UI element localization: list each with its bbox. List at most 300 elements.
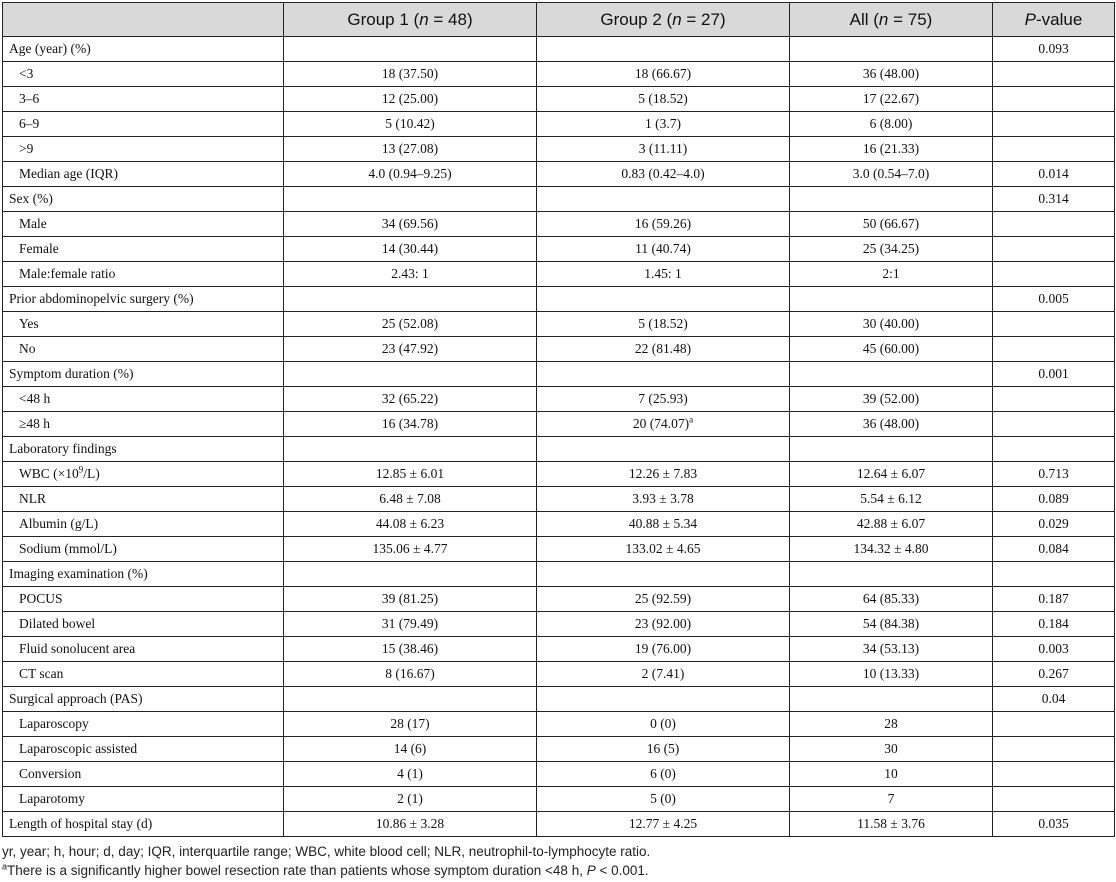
row-label	[3, 512, 284, 537]
table-row	[3, 787, 1115, 812]
cell-all	[790, 237, 993, 262]
cell-all	[790, 212, 993, 237]
cell-all	[790, 787, 993, 812]
cell-p-value	[993, 537, 1115, 562]
cell-all-text: 5.54 ± 6.12	[860, 491, 922, 506]
row-label	[3, 487, 284, 512]
header-p-value	[993, 3, 1115, 37]
table-row	[3, 262, 1115, 287]
cell-group2	[537, 362, 790, 387]
cell-group2	[537, 162, 790, 187]
cell-group2	[537, 187, 790, 212]
cell-group1	[284, 812, 537, 837]
cell-all	[790, 587, 993, 612]
row-label	[3, 87, 284, 112]
cell-p-value-text: 0.029	[1038, 516, 1069, 531]
table-row	[3, 237, 1115, 262]
row-label-text: Laparotomy	[19, 791, 85, 806]
cell-group1-text: 23 (47.92)	[381, 341, 439, 356]
cell-group2-text: 0 (0)	[650, 716, 676, 731]
header-group2	[537, 3, 790, 37]
cell-group2-text: 20 (74.07)	[632, 416, 690, 431]
cell-group1-text: 14 (6)	[393, 741, 427, 756]
cell-group1	[284, 462, 537, 487]
cell-group1-text: 15 (38.46)	[381, 641, 439, 656]
cell-all	[790, 112, 993, 137]
cell-p-value-text: 0.014	[1038, 166, 1069, 181]
cell-group2-text: 0.83 (0.42–4.0)	[621, 166, 705, 181]
cell-group2	[537, 537, 790, 562]
cell-all-text: 54 (84.38)	[862, 616, 920, 631]
cell-group2	[537, 762, 790, 787]
cell-all	[790, 162, 993, 187]
table-row	[3, 437, 1115, 462]
cell-all	[790, 687, 993, 712]
table-row	[3, 512, 1115, 537]
cell-group2-text: 7 (25.93)	[638, 391, 688, 406]
cell-group2	[537, 587, 790, 612]
row-label-text: Female	[19, 241, 59, 256]
cell-p-value	[993, 712, 1115, 737]
cell-group2-text: 16 (5)	[646, 741, 680, 756]
cell-group1-text: 44.08 ± 6.23	[375, 516, 445, 531]
row-label-text: Male	[19, 216, 47, 231]
cell-p-value	[993, 462, 1115, 487]
cell-group1	[284, 487, 537, 512]
row-label-text: Surgical approach (PAS)	[9, 691, 143, 706]
cell-group1	[284, 362, 537, 387]
cell-all	[790, 737, 993, 762]
footnote-a-mark: a	[2, 861, 8, 872]
results-table	[2, 2, 1115, 837]
cell-group1-text: 6.48 ± 7.08	[379, 491, 441, 506]
header-group1-suffix: = 48)	[428, 9, 473, 29]
cell-group1-text: 39 (81.25)	[381, 591, 439, 606]
cell-group1	[284, 287, 537, 312]
cell-group1	[284, 687, 537, 712]
row-label	[3, 562, 284, 587]
cell-group2	[537, 112, 790, 137]
cell-all-text: 64 (85.33)	[862, 591, 920, 606]
cell-p-value	[993, 312, 1115, 337]
row-label	[3, 462, 284, 487]
cell-p-value	[993, 87, 1115, 112]
cell-group2	[537, 337, 790, 362]
row-label-text: NLR	[19, 491, 46, 506]
table-row	[3, 737, 1115, 762]
cell-group2-text: 1.45: 1	[644, 266, 682, 281]
cell-p-value-text: 0.003	[1038, 641, 1069, 656]
row-label-text: CT scan	[19, 666, 64, 681]
cell-all-text: 11.58 ± 3.76	[857, 816, 925, 831]
cell-p-value	[993, 112, 1115, 137]
cell-p-value	[993, 237, 1115, 262]
cell-all	[790, 362, 993, 387]
cell-all-text: 3.0 (0.54–7.0)	[852, 166, 930, 181]
cell-all	[790, 262, 993, 287]
row-label-text: Laparoscopy	[19, 716, 89, 731]
cell-all	[790, 562, 993, 587]
cell-p-value	[993, 187, 1115, 212]
cell-p-value	[993, 412, 1115, 437]
cell-group1	[284, 262, 537, 287]
cell-p-value	[993, 337, 1115, 362]
cell-all-text: 10 (13.33)	[862, 666, 920, 681]
cell-group1	[284, 87, 537, 112]
footnote-a-p: P	[586, 863, 596, 878]
row-label	[3, 587, 284, 612]
cell-all	[790, 762, 993, 787]
row-label-text: Median age (IQR)	[19, 166, 118, 181]
header-all	[790, 3, 993, 37]
cell-p-value-text: 0.001	[1038, 366, 1069, 381]
table-row	[3, 87, 1115, 112]
header-group1-n: n	[419, 9, 429, 29]
row-label-text: WBC (×10	[19, 466, 79, 481]
cell-p-value-text: 0.314	[1038, 191, 1069, 206]
header-variable	[3, 3, 284, 37]
cell-p-value	[993, 637, 1115, 662]
header-p-italic: P	[1024, 9, 1037, 29]
cell-group2-text: 1 (3.7)	[645, 116, 681, 131]
cell-group1	[284, 587, 537, 612]
cell-group1	[284, 537, 537, 562]
cell-group1	[284, 662, 537, 687]
row-label	[3, 437, 284, 462]
table-row	[3, 362, 1115, 387]
row-label-text: 3–6	[19, 91, 40, 106]
header-all-suffix: = 75)	[888, 9, 933, 29]
cell-p-value	[993, 687, 1115, 712]
cell-all	[790, 37, 993, 62]
table-row	[3, 212, 1115, 237]
footnote-a-tail: < 0.001.	[595, 863, 649, 878]
row-label-text: Imaging examination (%)	[9, 566, 148, 581]
cell-p-value	[993, 37, 1115, 62]
row-label	[3, 187, 284, 212]
row-label-text: >9	[19, 141, 34, 156]
cell-all	[790, 512, 993, 537]
cell-all-text: 50 (66.67)	[862, 216, 920, 231]
cell-all-text: 30 (40.00)	[862, 316, 920, 331]
cell-all	[790, 487, 993, 512]
cell-p-value	[993, 662, 1115, 687]
row-label-text: ≥48 h	[19, 416, 51, 431]
row-label	[3, 287, 284, 312]
cell-group2-text: 3 (11.11)	[638, 141, 688, 156]
row-label-text: No	[19, 341, 36, 356]
cell-all	[790, 87, 993, 112]
cell-all-text: 42.88 ± 6.07	[856, 516, 926, 531]
cell-group2	[537, 562, 790, 587]
row-label-text: Dilated bowel	[19, 616, 96, 631]
cell-p-value	[993, 787, 1115, 812]
cell-group2-text: 18 (66.67)	[634, 66, 692, 81]
cell-group2	[537, 687, 790, 712]
cell-all	[790, 537, 993, 562]
cell-p-value-text: 0.005	[1038, 291, 1069, 306]
row-label-text: 6–9	[19, 116, 40, 131]
row-label-suffix: /L)	[83, 466, 100, 481]
cell-group2	[537, 387, 790, 412]
table-row	[3, 462, 1115, 487]
table-row	[3, 687, 1115, 712]
cell-p-value	[993, 362, 1115, 387]
cell-p-value-text: 0.035	[1038, 816, 1069, 831]
cell-p-value	[993, 437, 1115, 462]
cell-all-text: 7	[887, 791, 895, 806]
row-label-text: Fluid sonolucent area	[19, 641, 136, 656]
cell-group1-text: 34 (69.56)	[381, 216, 439, 231]
row-label	[3, 37, 284, 62]
cell-p-value-text: 0.713	[1038, 466, 1069, 481]
cell-all	[790, 812, 993, 837]
cell-p-value-text: 0.184	[1038, 616, 1069, 631]
cell-p-value	[993, 587, 1115, 612]
cell-all-text: 6 (8.00)	[869, 116, 913, 131]
cell-p-value	[993, 562, 1115, 587]
row-label-text: Symptom duration (%)	[9, 366, 134, 381]
cell-group2	[537, 462, 790, 487]
row-label	[3, 62, 284, 87]
cell-all-text: 45 (60.00)	[862, 341, 920, 356]
cell-group1	[284, 162, 537, 187]
cell-p-value	[993, 737, 1115, 762]
row-label	[3, 112, 284, 137]
cell-all-text: 30	[884, 741, 898, 756]
cell-group1	[284, 237, 537, 262]
cell-p-value	[993, 62, 1115, 87]
cell-all	[790, 287, 993, 312]
cell-group1	[284, 412, 537, 437]
cell-group1	[284, 37, 537, 62]
table-row	[3, 387, 1115, 412]
cell-group2	[537, 737, 790, 762]
cell-all-text: 25 (34.25)	[862, 241, 920, 256]
cell-all-text: 39 (52.00)	[862, 391, 920, 406]
cell-all	[790, 462, 993, 487]
row-label-text: Albumin (g/L)	[19, 516, 99, 531]
header-group2-n: n	[672, 9, 682, 29]
cell-group1	[284, 387, 537, 412]
cell-all-text: 16 (21.33)	[862, 141, 920, 156]
row-label	[3, 262, 284, 287]
cell-all	[790, 437, 993, 462]
cell-group2	[537, 612, 790, 637]
cell-p-value-text: 0.04	[1041, 691, 1066, 706]
cell-group2	[537, 437, 790, 462]
row-label	[3, 162, 284, 187]
row-label	[3, 312, 284, 337]
cell-group2	[537, 812, 790, 837]
table-row	[3, 337, 1115, 362]
header-group1-prefix: Group 1 (	[347, 9, 420, 29]
cell-group2	[537, 312, 790, 337]
cell-group1-text: 16 (34.78)	[381, 416, 439, 431]
cell-group1-text: 31 (79.49)	[381, 616, 439, 631]
cell-all	[790, 387, 993, 412]
table-row	[3, 62, 1115, 87]
cell-group2	[537, 137, 790, 162]
cell-group1	[284, 787, 537, 812]
cell-group1	[284, 612, 537, 637]
cell-group1	[284, 437, 537, 462]
cell-group2-text: 2 (7.41)	[641, 666, 685, 681]
cell-group1-text: 28 (17)	[390, 716, 430, 731]
cell-group1	[284, 737, 537, 762]
row-label-superscript: 9	[78, 464, 84, 475]
cell-group2	[537, 662, 790, 687]
cell-group1-text: 14 (30.44)	[381, 241, 439, 256]
cell-all-text: 134.32 ± 4.80	[853, 541, 929, 556]
cell-p-value	[993, 212, 1115, 237]
table-row	[3, 37, 1115, 62]
cell-group1	[284, 137, 537, 162]
cell-all-text: 10	[884, 766, 898, 781]
footnote-abbreviations: yr, year; h, hour; d, day; IQR, interquartile range; WBC, white blood cell; NLR, neutrophil-to-lymphocyte ratio.	[2, 844, 651, 859]
cell-all	[790, 62, 993, 87]
cell-group1	[284, 337, 537, 362]
cell-group2-text: 22 (81.48)	[634, 341, 692, 356]
cell-p-value-text: 0.093	[1038, 41, 1069, 56]
cell-group2-text: 12.77 ± 4.25	[628, 816, 698, 831]
cell-group1-text: 4 (1)	[397, 766, 423, 781]
cell-group1	[284, 62, 537, 87]
table-row	[3, 312, 1115, 337]
cell-group2	[537, 237, 790, 262]
cell-group2	[537, 637, 790, 662]
cell-all-text: 17 (22.67)	[862, 91, 920, 106]
table-row	[3, 812, 1115, 837]
cell-p-value	[993, 612, 1115, 637]
row-label	[3, 362, 284, 387]
cell-group1	[284, 212, 537, 237]
row-label-text: <3	[19, 66, 34, 81]
cell-group1-text: 5 (10.42)	[385, 116, 435, 131]
cell-all	[790, 637, 993, 662]
row-label-text: <48 h	[19, 391, 51, 406]
cell-group1-text: 12.85 ± 6.01	[375, 466, 445, 481]
cell-group2	[537, 87, 790, 112]
cell-group2	[537, 287, 790, 312]
row-label	[3, 662, 284, 687]
cell-p-value	[993, 812, 1115, 837]
row-label	[3, 637, 284, 662]
cell-group1-text: 25 (52.08)	[381, 316, 439, 331]
cell-group2	[537, 412, 790, 437]
cell-group2-text: 6 (0)	[650, 766, 676, 781]
table-row	[3, 562, 1115, 587]
table-row	[3, 712, 1115, 737]
cell-all-text: 36 (48.00)	[862, 66, 920, 81]
row-label-text: Sex (%)	[9, 191, 53, 206]
row-label-text: Prior abdominopelvic surgery (%)	[9, 291, 194, 306]
table-row	[3, 537, 1115, 562]
cell-all-text: 34 (53.13)	[862, 641, 920, 656]
row-label	[3, 387, 284, 412]
cell-group1-text: 10.86 ± 3.28	[375, 816, 445, 831]
cell-group1	[284, 312, 537, 337]
table-row	[3, 112, 1115, 137]
table-row	[3, 487, 1115, 512]
row-label-text: Male:female ratio	[19, 266, 116, 281]
cell-group2-text: 5 (18.52)	[638, 316, 688, 331]
cell-all	[790, 412, 993, 437]
row-label	[3, 762, 284, 787]
cell-p-value-text: 0.084	[1038, 541, 1069, 556]
cell-group1	[284, 712, 537, 737]
cell-group1-text: 13 (27.08)	[381, 141, 439, 156]
cell-all-text: 28	[884, 716, 898, 731]
cell-p-value	[993, 487, 1115, 512]
cell-group1	[284, 762, 537, 787]
cell-group2-text: 23 (92.00)	[634, 616, 692, 631]
cell-group2-text: 12.26 ± 7.83	[628, 466, 698, 481]
table-body	[3, 37, 1115, 837]
row-label	[3, 237, 284, 262]
cell-p-value	[993, 387, 1115, 412]
cell-all	[790, 612, 993, 637]
row-label	[3, 712, 284, 737]
header-group1	[284, 3, 537, 37]
cell-group1	[284, 112, 537, 137]
cell-all	[790, 712, 993, 737]
cell-group2-text: 25 (92.59)	[634, 591, 692, 606]
footnote-marker: a	[689, 414, 694, 425]
table-row	[3, 612, 1115, 637]
row-label-text: Laparoscopic assisted	[19, 741, 138, 756]
footnote-a	[2, 863, 1112, 878]
footnote-a-text: There is a significantly higher bowel resection rate than patients whose symptom duration <48 h,	[7, 863, 587, 878]
table-row	[3, 587, 1115, 612]
table-row	[3, 762, 1115, 787]
row-label	[3, 337, 284, 362]
table-row	[3, 412, 1115, 437]
table-row	[3, 137, 1115, 162]
cell-p-value	[993, 762, 1115, 787]
header-all-n: n	[878, 9, 889, 29]
row-label-text: Length of hospital stay (d)	[9, 816, 153, 831]
row-label	[3, 812, 284, 837]
cell-group2-text: 5 (18.52)	[638, 91, 688, 106]
cell-group1-text: 12 (25.00)	[381, 91, 439, 106]
cell-group1-text: 8 (16.67)	[385, 666, 435, 681]
cell-p-value	[993, 162, 1115, 187]
cell-all	[790, 137, 993, 162]
table-row	[3, 662, 1115, 687]
cell-p-value	[993, 512, 1115, 537]
header-group2-suffix: = 27)	[681, 9, 726, 29]
cell-p-value	[993, 287, 1115, 312]
cell-group1-text: 2.43: 1	[391, 266, 429, 281]
cell-group2-text: 3.93 ± 3.78	[632, 491, 694, 506]
row-label-text: Conversion	[19, 766, 82, 781]
cell-p-value-text: 0.187	[1038, 591, 1069, 606]
cell-group2	[537, 487, 790, 512]
cell-p-value-text: 0.089	[1038, 491, 1069, 506]
cell-group1-text: 135.06 ± 4.77	[372, 541, 448, 556]
cell-p-value-text: 0.267	[1038, 666, 1069, 681]
header-p-suffix: -value	[1036, 9, 1083, 29]
cell-all	[790, 662, 993, 687]
cell-all-text: 12.64 ± 6.07	[856, 466, 926, 481]
row-label-text: Age (year) (%)	[9, 41, 91, 56]
cell-group2-text: 133.02 ± 4.65	[625, 541, 701, 556]
cell-group1-text: 4.0 (0.94–9.25)	[368, 166, 452, 181]
cell-all	[790, 187, 993, 212]
row-label	[3, 137, 284, 162]
row-label	[3, 737, 284, 762]
